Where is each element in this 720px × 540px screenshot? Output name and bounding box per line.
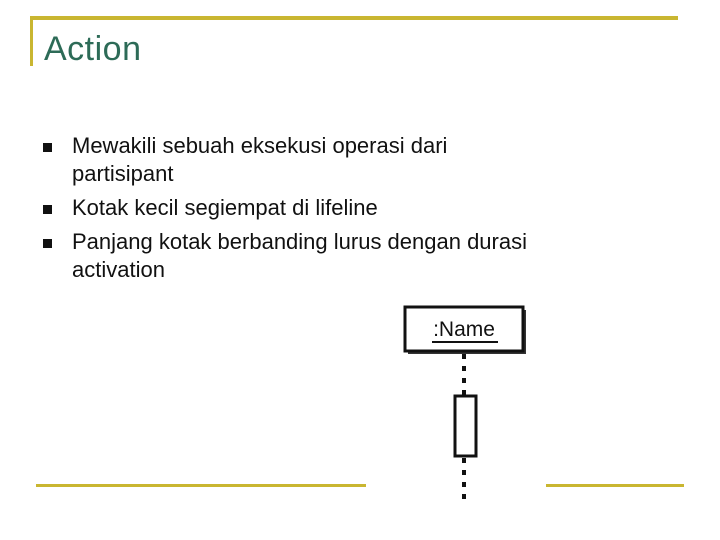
bullet-item [40,132,660,188]
bullet-text-line: partisipant [72,161,174,186]
participant-label: :Name [433,318,495,341]
square-bullet-icon [43,143,52,152]
bullet-text-line: activation [72,257,165,282]
bullet-item [40,194,660,222]
footer-rule-right [546,484,684,487]
bullet-text-line: Mewakili sebuah eksekusi operasi dari [72,133,448,158]
sequence-diagram-illustration [400,300,530,510]
square-bullet-icon [43,239,52,248]
bullet-text-line: Kotak kecil segiempat di lifeline [72,195,378,220]
bullet-text-line: Panjang kotak berbanding lurus dengan durasi [72,229,527,254]
slide-title: Action [44,30,142,68]
bullet-item [40,228,660,284]
title-frame-top-border [30,16,678,20]
activation-box [455,396,476,456]
square-bullet-icon [43,205,52,214]
title-frame-left-border [30,16,33,66]
bullet-list [40,132,660,290]
footer-rule-left [36,484,366,487]
